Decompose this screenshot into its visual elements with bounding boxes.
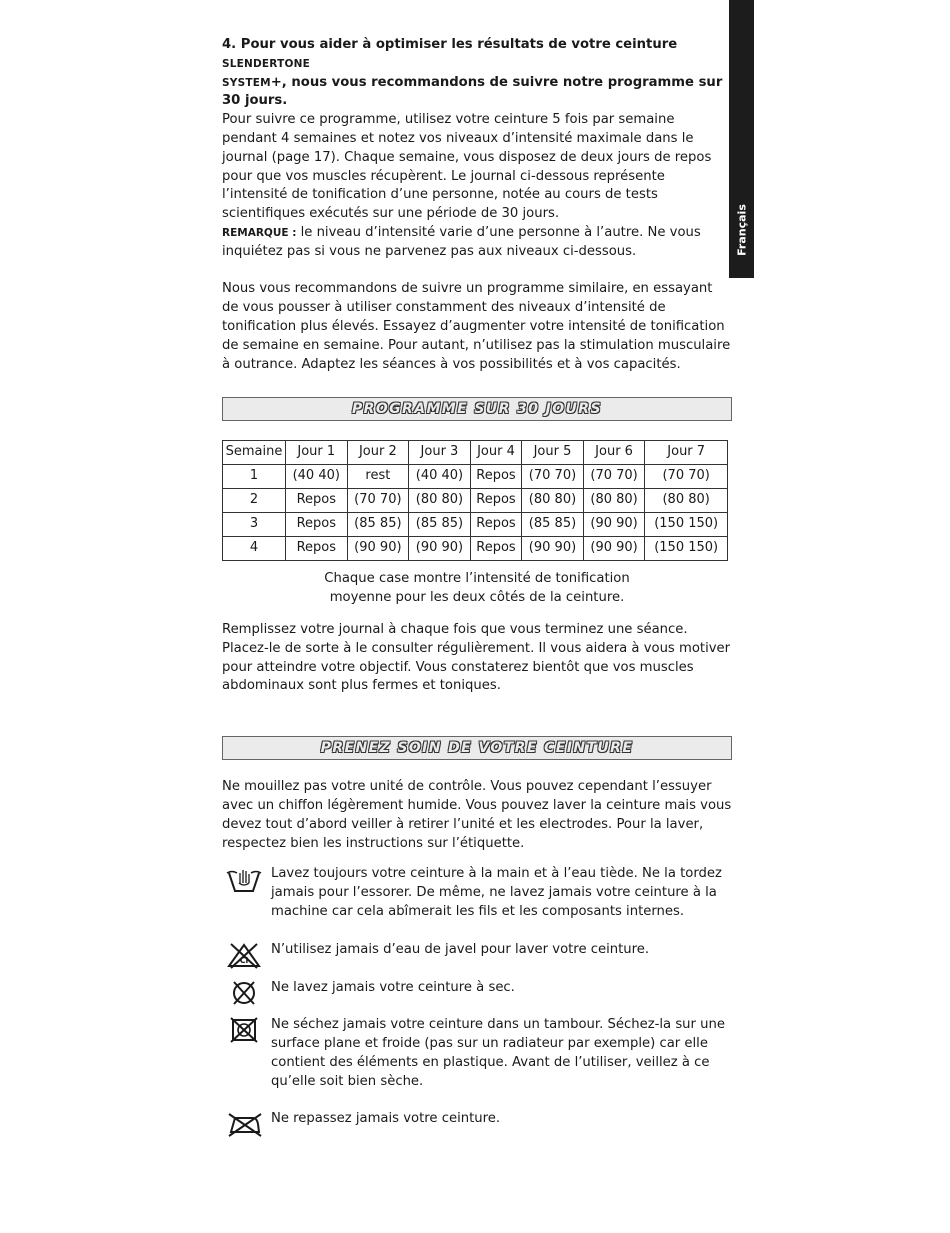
table-cell: 3	[223, 513, 286, 537]
table-cell: Repos	[470, 513, 521, 537]
table-cell: (70 70)	[347, 489, 409, 513]
table-cell: 2	[223, 489, 286, 513]
table-header-cell: Jour 2	[347, 441, 409, 465]
table-header-cell: Jour 6	[583, 441, 645, 465]
table-cell: (90 90)	[347, 537, 409, 561]
table-caption: Chaque case montre l’intensité de tonification moyenne pour les deux côtés de la ceinture.	[324, 571, 630, 606]
table-header-cell: Semaine	[223, 441, 286, 465]
care-item-text: Lavez toujours votre ceinture à la main et à l’eau tiède. Ne la tordez jamais pour l’essorer. De même, ne lavez jamais votre ceinture à la machine car cela abîmerait les fils et les composants internes.	[271, 866, 722, 919]
table-cell: (80 80)	[583, 489, 645, 513]
remark-text: le niveau d’intensité varie d’une personne à l’autre. Ne vous inquiétez pas si vous ne parvenez pas aux niveaux ci-dessous.	[222, 224, 701, 259]
table-header-row	[223, 441, 728, 465]
table-header-cell: Jour 5	[522, 441, 584, 465]
care-item-text: N’utilisez jamais d’eau de javel pour laver votre ceinture.	[271, 941, 650, 957]
table-cell: (150 150)	[645, 537, 728, 561]
care-item-text: Ne lavez jamais votre ceinture à sec.	[271, 979, 515, 995]
program-section-title: PROGRAMME SUR 30 JOURS	[222, 397, 732, 421]
table-row	[223, 537, 728, 561]
table-cell: Repos	[470, 489, 521, 513]
table-header-cell: Jour 7	[645, 441, 728, 465]
care-item-no-tumble-dry	[222, 1016, 732, 1091]
program-table	[222, 440, 728, 561]
table-row	[223, 513, 728, 537]
intro-paragraph: Pour suivre ce programme, utilisez votre ceinture 5 fois par semaine pendant 4 semaines et notez vos niveaux d’intensité maximale dans le journal (page 17). Chaque semaine, vous disposez de deux jours de repos pour que vos muscles récupèrent. Le journal ci-dessous représente l’intensité de tonification d’une personne, notée au cours de tests scientifiques exécutés sur une période de 30 jours.	[222, 112, 712, 222]
care-section-title: PRENEZ SOIN DE VOTRE CEINTURE	[222, 736, 732, 760]
table-header-cell: Jour 1	[286, 441, 348, 465]
table-cell: 1	[223, 465, 286, 489]
language-tab-label: Français	[735, 204, 748, 256]
recommendation-paragraph: Nous vous recommandons de suivre un programme similaire, en essayant de vous pousser à utiliser constamment des niveaux d’intensité de tonification plus élevés. Essayez d’augmenter votre intensité de tonification de semaine en semaine. Pour autant, n’utilisez pas la stimulation musculaire à outrance. Adaptez les séances à vos possibilités et à vos capacités.	[222, 281, 731, 372]
table-cell: (85 85)	[347, 513, 409, 537]
table-cell: (40 40)	[286, 465, 348, 489]
no-dry-clean-icon	[225, 979, 263, 1007]
table-cell: rest	[347, 465, 409, 489]
remark-label: REMARQUE :	[222, 226, 297, 239]
table-cell: (80 80)	[645, 489, 728, 513]
table-cell: (90 90)	[522, 537, 584, 561]
care-item-text: Ne séchez jamais votre ceinture dans un tambour. Séchez-la sur une surface plane et froide (pas sur un radiateur par exemple) car elle contient des éléments en plastique. Avant de l’utiliser, veillez à ce qu’elle soit bien sèche.	[271, 1017, 725, 1089]
care-item-text: Ne repassez jamais votre ceinture.	[271, 1111, 501, 1127]
table-cell: (70 70)	[645, 465, 728, 489]
care-item-no-iron	[222, 1110, 732, 1129]
table-cell: (90 90)	[409, 537, 471, 561]
care-item-hand-wash	[222, 865, 732, 921]
svg-text:Cl: Cl	[239, 955, 249, 965]
section-4-heading: 4. Pour vous aider à optimiser les résultats de votre ceinture SLENDERTONE SYSTEM+, nous vous recommandons de suivre notre programme sur 30 jours.	[222, 37, 723, 109]
table-cell: (85 85)	[409, 513, 471, 537]
table-cell: (70 70)	[522, 465, 584, 489]
table-cell: (80 80)	[522, 489, 584, 513]
no-tumble-dry-icon	[225, 1016, 263, 1044]
journal-paragraph: Remplissez votre journal à chaque fois que vous terminez une séance. Placez-le de sorte à le consulter régulièrement. Il vous aidera à vous motiver pour atteindre votre objectif. Vous constaterez bientôt que vos muscles abdominaux sont plus fermes et toniques.	[222, 621, 731, 694]
no-iron-icon	[225, 1110, 263, 1138]
care-item-no-dry-clean	[222, 979, 732, 998]
table-cell: 4	[223, 537, 286, 561]
table-cell: (70 70)	[583, 465, 645, 489]
table-cell: (90 90)	[583, 537, 645, 561]
language-tab	[729, 0, 754, 278]
table-cell: Repos	[286, 513, 348, 537]
table-cell: (150 150)	[645, 513, 728, 537]
care-intro: Ne mouillez pas votre unité de contrôle. Vous pouvez cependant l’essuyer avec un chiffon légèrement humide. Vous pouvez laver la ceinture mais vous devez tout d’abord veiller à retirer l’unité et les electrodes. Pour la laver, respectez bien les instructions sur l’étiquette.	[222, 779, 732, 851]
remark	[222, 224, 732, 262]
no-bleach-icon	[225, 941, 263, 969]
table-cell: Repos	[286, 537, 348, 561]
table-row	[223, 489, 728, 513]
hand-wash-icon	[225, 865, 263, 893]
table-row	[223, 465, 728, 489]
table-cell: Repos	[470, 537, 521, 561]
table-cell: (90 90)	[583, 513, 645, 537]
table-cell: Repos	[286, 489, 348, 513]
table-header-cell: Jour 4	[470, 441, 521, 465]
table-cell: (85 85)	[522, 513, 584, 537]
table-header-cell: Jour 3	[409, 441, 471, 465]
table-cell: (80 80)	[409, 489, 471, 513]
care-item-no-bleach	[222, 941, 732, 965]
table-cell: Repos	[470, 465, 521, 489]
page-content	[222, 36, 732, 1129]
table-cell: (40 40)	[409, 465, 471, 489]
